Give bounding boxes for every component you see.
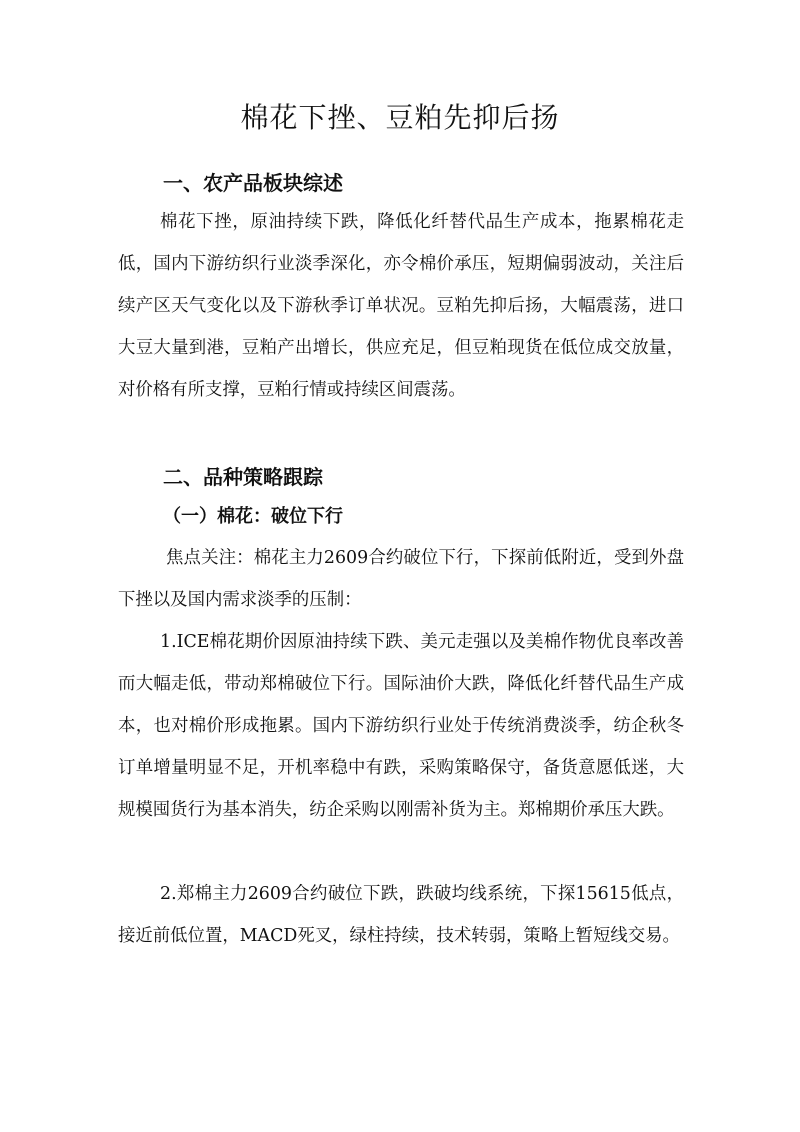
section1-paragraph: 棉花下挫，原油持续下跌，降低化纤替代品生产成本，拖累棉花走低，国内下游纺织行业淡季深化，亦令棉价承压，短期偏弱波动，关注后续产区天气变化以及下游秋季订单状况。豆粕先抑后扬，大幅震荡，进口大豆大量到港，豆粕产出增长，供应充足，但豆粕现货在低位成交放量，对价格有所支撑，豆粕行情或持续区间震荡。 <box>118 212 684 400</box>
section1-heading: 一、农产品板块综述 <box>163 171 343 195</box>
cotton-subheading: （一）棉花：破位下行 <box>163 506 343 527</box>
cotton-point1-paragraph: 1.ICE棉花期价因原油持续下跌、美元走强以及美棉作物优良率改善而大幅走低，带动郑棉破位下行。国际油价大跌，降低化纤替代品生产成本，也对棉价形成拖累。国内下游纺织行业处于传统消费淡季，纺企秋冬订单增量明显不足，开机率稳中有跌，采购策略保守，备货意愿低迷，大规模囤货行为基本消失，纺企采购以刚需补货为主。郑棉期价承压大跌。 <box>118 632 684 820</box>
document-title: 棉花下挫、豆粕先抑后扬 <box>240 101 560 134</box>
cotton-point2-paragraph: 2.郑棉主力2609合约破位下跌，跌破均线系统，下探15615低点，接近前低位置，MACD死叉，绿柱持续，技术转弱，策略上暂短线交易。 <box>118 884 684 946</box>
section2-heading: 二、品种策略跟踪 <box>163 465 323 489</box>
cotton-focus-paragraph: 焦点关注：棉花主力2609合约破位下行，下探前低附近，受到外盘下挫以及国内需求淡季的压制： <box>118 548 684 610</box>
